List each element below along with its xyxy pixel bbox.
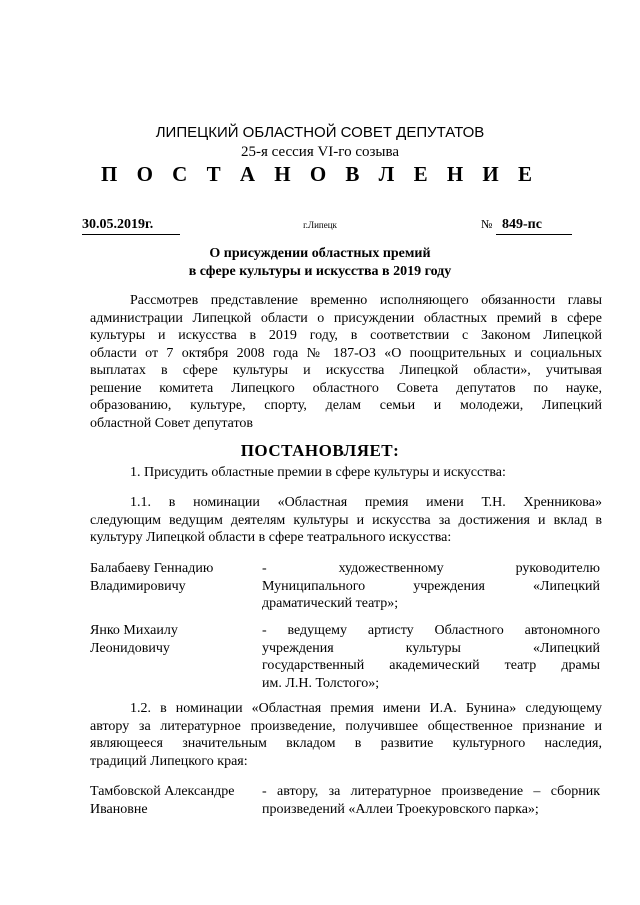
session-line: 25-я сессия VI-го созыва	[240, 144, 400, 160]
preamble-line: администрации Липецкой области о присуждении областных премий в сфере	[90, 310, 602, 326]
laureate-name	[90, 622, 255, 657]
title-line-1: О присуждении областных премий	[209, 246, 431, 261]
laureate-description	[262, 783, 600, 818]
preamble-line: решение комитета Липецкого областного Совета депутатов по науке,	[90, 380, 602, 396]
item-1-1-line: 1.1. в номинации «Областная премия имени Т.Н. Хренникова»	[130, 495, 602, 510]
item-1-2-line: традиций Липецкого края:	[90, 753, 248, 769]
document-city: г.Липецк	[303, 220, 337, 230]
laureate-desc-line: государственный академический театр драмы	[262, 658, 600, 673]
preamble-paragraph	[90, 292, 602, 432]
item-1-1-line: культуру Липецкой области в сфере театрального искусства:	[90, 530, 452, 545]
document-type: П О С Т А Н О В Л Е Н И Е	[100, 162, 539, 186]
laureate-name-line: Тамбовской Александре	[90, 784, 235, 799]
laureate-desc-line: учреждения культуры «Липецкий	[262, 640, 600, 656]
item-1-2-line: являющееся значительным вкладом в развитие культурного наследия,	[90, 736, 602, 751]
laureate-desc-line: драматический театр»;	[262, 596, 399, 611]
laureate-name	[90, 783, 255, 818]
laureate-desc-line: - ведущему артисту Областного автономного	[262, 623, 600, 638]
preamble-line: Рассмотрев представление временно исполняющего обязанности главы	[130, 293, 602, 308]
laureate-desc-line: произведений «Аллеи Троекуровского парка»;	[262, 801, 539, 817]
laureate-name-line: Ивановне	[90, 801, 148, 817]
laureate-name-line: Леонидовичу	[90, 640, 170, 656]
preamble-line: выплатах в сфере культуры и искусства Липецкой области», учитывая	[90, 363, 602, 378]
laureate-description	[262, 622, 600, 692]
document-number: 849-пс	[496, 217, 572, 235]
laureate-desc-line: - художественному руководителю	[262, 561, 600, 576]
laureate-name-line: Владимировичу	[90, 578, 186, 594]
laureate-description	[262, 560, 600, 613]
item-1-1	[90, 494, 602, 547]
preamble-line: областной Совет депутатов	[90, 415, 254, 431]
laureate-desc-line: Муниципального учреждения «Липецкий	[262, 578, 600, 594]
item-1-2	[90, 700, 602, 770]
council-name: ЛИПЕЦКИЙ ОБЛАСТНОЙ СОВЕТ ДЕПУТАТОВ	[155, 124, 485, 141]
laureate-name-line: Янко Михаилу	[90, 623, 178, 638]
laureate-desc-line: - автору, за литературное произведение – сборник	[262, 784, 600, 799]
item-1-1-line: следующим ведущим деятелям культуры и искусства за достижения и вклад в	[90, 512, 602, 528]
item-1-line: 1. Присудить областные премии в сфере культуры и искусства:	[130, 465, 506, 480]
item-1-2-line: 1.2. в номинации «Областная премия имени И.А. Бунина» следующему	[130, 701, 602, 716]
decree-heading: ПОСТАНОВЛЯЕТ:	[240, 441, 400, 460]
title-line-2: в сфере культуры и искусства в 2019 году	[188, 264, 452, 279]
laureate-desc-line: им. Л.Н. Толстого»;	[262, 675, 380, 691]
number-sign: №	[481, 217, 493, 231]
laureate-name	[90, 560, 255, 595]
preamble-line: образованию, культуре, спорту, делам семьи и молодежи, Липецкий	[90, 398, 602, 413]
preamble-line: культуры и искусства в 2019 году, в соответствии с Законом Липецкой	[90, 328, 602, 343]
item-1-2-line: автору за литературное произведение, получившее общественное признание и	[90, 718, 602, 734]
laureate-name-line: Балабаеву Геннадию	[90, 561, 214, 576]
preamble-line: области от 7 октября 2008 года № 187-ОЗ «О поощрительных и социальных	[90, 345, 602, 361]
item-1	[90, 464, 602, 482]
document-date: 30.05.2019г.	[82, 217, 180, 235]
